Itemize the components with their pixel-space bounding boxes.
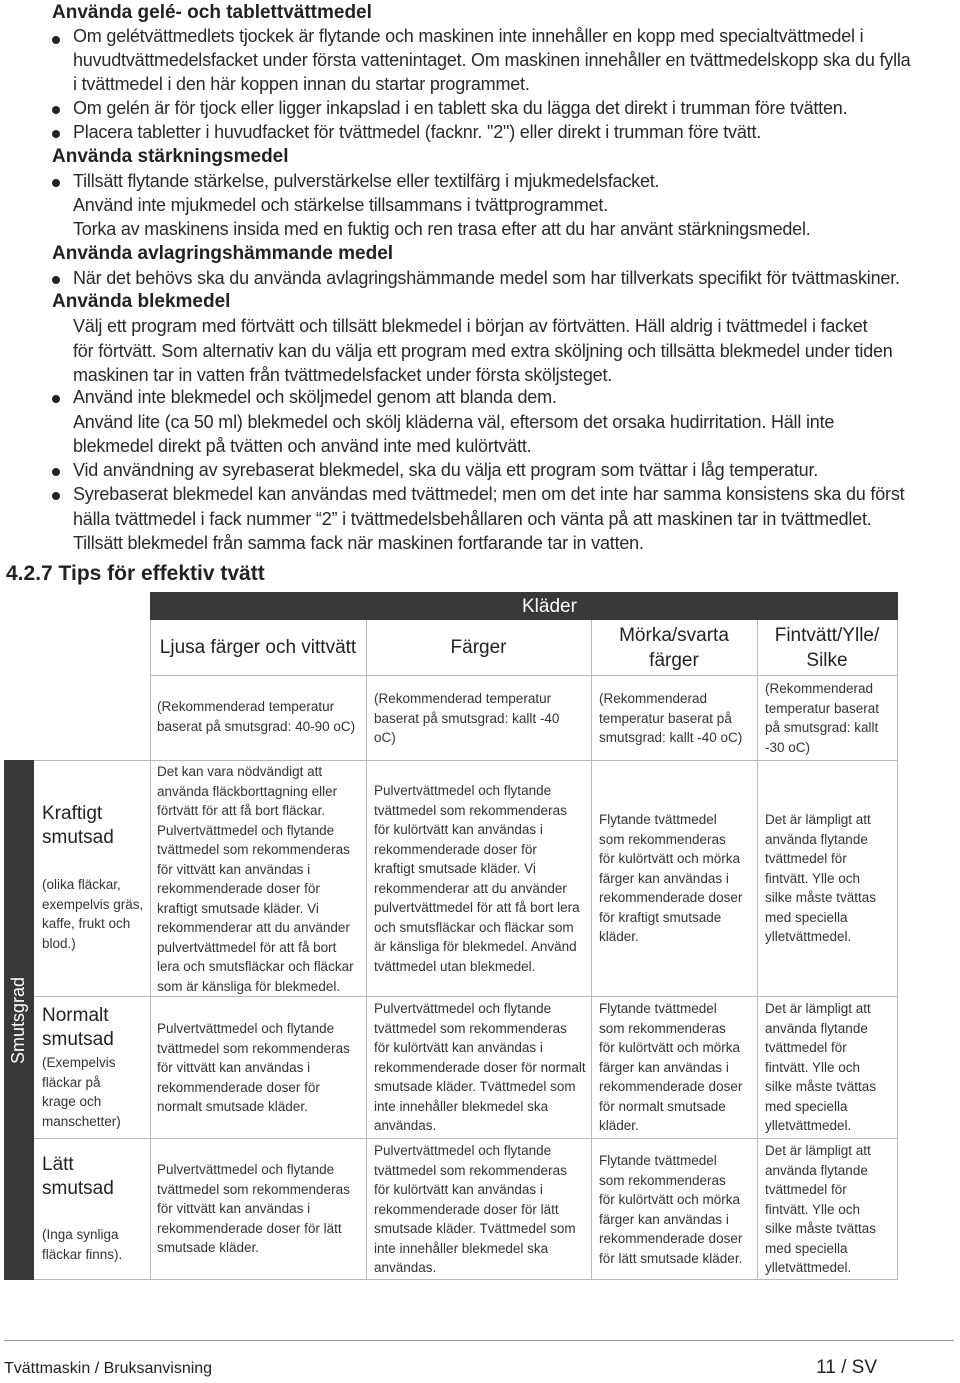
table-cell-text: tvättmedel för: [765, 851, 847, 866]
table-cell-text: använda flytande: [765, 1020, 868, 1036]
text-line: Torka av maskinens insida med en fuktig och ren trasa efter att du har använt stärkningsmedel.: [73, 219, 811, 239]
table-cell-text: Flytande tvättmedel: [599, 1001, 717, 1016]
table-cell-text: tvättmedel som rekommenderas: [374, 802, 567, 818]
text-line: Om gelén är för tjock eller ligger inkapslad i en tablett ska du lägga det direkt i trumman före tvätten.: [73, 98, 848, 118]
bullet-icon: [52, 106, 60, 114]
table-cell-text: rekommenderade doser för: [157, 881, 320, 896]
text-line: Vid användning av syrebaserat blekmedel, ska du välja ett program som tvättar i låg temperatur.: [73, 460, 819, 480]
table-cell-text: silke måste tvättas: [765, 890, 877, 905]
text-line: Tillsätt flytande stärkelse, pulverstärkelse eller textilfärg i mjukmedelsfacket.: [73, 171, 660, 191]
col-header-dark-line2: färger: [649, 650, 699, 671]
table-cell-text: tvättmedel för: [765, 1182, 847, 1197]
row-sublabel: (Inga synliga: [42, 1227, 119, 1242]
section-title: 4.2.7 Tips för effektiv tvätt: [6, 562, 265, 585]
table-cell-text: för kulörtvätt kan användas i: [374, 822, 543, 837]
table-cell-text: med speciella: [765, 909, 848, 925]
row-sublabel: (olika fläckar,: [42, 877, 121, 892]
heading-antiscale: Använda avlagringshämmande medel: [52, 243, 394, 264]
row-label-light: Lätt: [42, 1154, 74, 1175]
table-cell-text: rekommenderade doser: [599, 1079, 743, 1094]
text-line: Använd inte blekmedel och sköljmedel genom att blanda dem.: [73, 387, 557, 407]
column-divider: [757, 620, 758, 1280]
table-cell-text: ylletvättmedel.: [765, 929, 852, 944]
row-sublabel: fläckar på: [42, 1074, 101, 1090]
heading-bleach: Använda blekmedel: [52, 291, 231, 312]
table-cell-text: rekommenderade doser för: [157, 1079, 320, 1095]
footer-title: Tvättmaskin / Bruksanvisning: [4, 1360, 213, 1377]
row-sublabel: blod.): [42, 935, 76, 951]
table-cell-text: smutsade kläder. Tvättmedel som: [374, 1221, 576, 1236]
table-cell-text: med speciella: [765, 1098, 848, 1114]
table-cell-text: rekommenderar att du använder: [374, 880, 567, 896]
table-cell-text: för lätt smutsade kläder.: [599, 1250, 743, 1266]
row-label-heavy: Kraftigt: [42, 803, 103, 824]
table-cell-text: lera och smutsfläckar och fläckar: [157, 959, 354, 974]
table-cell-text: Pulvertvättmedel och flytande: [374, 1143, 552, 1158]
heading-gel: Använda gelé- och tablettvättmedel: [52, 2, 372, 23]
col-header-delicate-line2: Silke: [806, 650, 848, 671]
recommended-temp-text: temperatur baserat: [765, 700, 880, 716]
table-cell-text: som rekommenderas: [599, 1172, 726, 1188]
table-cell-text: för kulörtvätt och mörka: [599, 1192, 741, 1207]
bullet-icon: [52, 468, 60, 476]
table-cell-text: använda fläckborttagning eller: [157, 783, 338, 799]
table-cell-text: tvättmedel utan blekmedel.: [374, 958, 536, 974]
table-cell-text: för normalt smutsade: [599, 1098, 726, 1114]
table-cell-text: fintvätt. Ylle och: [765, 1201, 861, 1217]
table-cell-text: för kraftigt smutsade: [599, 909, 722, 925]
table-cell-text: för kulörtvätt och mörka: [599, 851, 741, 866]
table-cell-text: Flytande tvättmedel: [599, 1153, 717, 1168]
row-sublabel: fläckar finns).: [42, 1246, 123, 1262]
text-line: När det behövs ska du använda avlagringshämmande medel som har tillverkats specifikt för tvättmaskiner.: [73, 268, 900, 288]
page-number: 11 / SV: [816, 1357, 877, 1378]
soil-level-label: Smutsgrad: [8, 976, 29, 1064]
table-cell-text: och smutsfläckar och fläckar som: [374, 919, 574, 935]
heading-starch: Använda stärkningsmedel: [52, 146, 289, 167]
row-label-heavy-line2: smutsad: [42, 827, 114, 848]
table-cell-text: tvättmedel som rekommenderas: [157, 1040, 350, 1056]
bullet-icon: [52, 130, 60, 138]
table-cell-text: kläder.: [599, 1118, 639, 1133]
text-line: hälla tvättmedel i fack nummer “2” i tvättmedelsbehållaren och vänta på att maskinen tar in tvättmedlet.: [73, 509, 872, 529]
table-cell-text: normalt smutsade kläder.: [157, 1099, 308, 1114]
table-cell-text: Pulvertvättmedel och flytande: [157, 822, 335, 838]
table-cell-text: Pulvertvättmedel och flytande: [374, 1001, 552, 1016]
row-sublabel: exempelvis gräs,: [42, 896, 144, 912]
footer-divider: [4, 1340, 954, 1341]
table-cell-text: Det är lämpligt att: [765, 1001, 871, 1016]
recommended-temp-text: (Rekommenderad: [765, 681, 874, 696]
table-cell-text: Det är lämpligt att: [765, 1143, 871, 1158]
bullet-icon: [52, 395, 60, 403]
table-cell-text: pulvertvättmedel för att få bort lera: [374, 900, 580, 915]
recommended-temp-text: (Rekommenderad temperatur: [374, 691, 552, 706]
table-cell-text: tvättmedel som rekommenderas: [374, 1162, 567, 1178]
table-cell-text: använda flytande: [765, 831, 868, 847]
row-divider: [34, 1138, 898, 1139]
table-cell-text: smutsade kläder. Tvättmedel som: [374, 1079, 576, 1094]
table-cell-text: för vittvätt kan användas i: [157, 861, 311, 877]
table-cell-text: rekommenderade doser: [599, 1231, 743, 1246]
table-cell-text: användas.: [374, 1260, 437, 1275]
row-divider: [34, 996, 898, 997]
row-divider: [34, 1279, 898, 1280]
col-header-white: Ljusa färger och vittvätt: [159, 637, 357, 658]
recommended-temp-text: (Rekommenderad temperatur: [157, 699, 335, 714]
text-line: Syrebaserat blekmedel kan användas med tvättmedel; men om det inte har samma konsistens ska du först: [73, 484, 905, 504]
table-cell-text: Det är lämpligt att: [765, 812, 871, 827]
table-cell-text: rekommenderade doser för normalt: [374, 1059, 586, 1075]
text-line: blekmedel direkt på tvätten och använd inte med kulörtvätt.: [73, 436, 532, 456]
col-header-delicate: Fintvätt/Ylle/: [774, 625, 880, 646]
table-cell-text: tvättmedel för: [765, 1040, 847, 1055]
column-divider: [897, 620, 898, 1280]
table-cell-text: ylletvättmedel.: [765, 1260, 852, 1275]
bullet-icon: [52, 276, 60, 284]
table-cell-text: pulvertvättmedel för att få bort: [157, 939, 337, 955]
table-cell-text: ylletvättmedel.: [765, 1118, 852, 1133]
table-cell-text: är känsliga för blekmedel. Använd: [374, 939, 577, 954]
row-sublabel: manschetter): [42, 1113, 121, 1129]
table-cell-text: silke måste tvättas: [765, 1221, 877, 1236]
table-cell-text: förtvätt för att få bort fläckar.: [157, 803, 326, 818]
table-cell-text: använda flytande: [765, 1162, 868, 1178]
row-label-normal-line2: smutsad: [42, 1029, 114, 1050]
column-divider: [366, 620, 367, 1280]
text-line: Om gelétvättmedlets tjockek är flytande och maskinen inte innehåller en kopp med specialtvättmedel i: [73, 26, 864, 46]
table-cell-text: för kulörtvätt kan användas i: [374, 1182, 543, 1197]
table-cell-text: silke måste tvättas: [765, 1079, 877, 1094]
bullet-icon: [52, 179, 60, 187]
text-line: Tillsätt blekmedel från samma fack när maskinen fortfarande tar in vatten.: [73, 533, 644, 553]
table-cell-text: rekommenderar att du använder: [157, 920, 350, 935]
table-cell-text: som rekommenderas: [599, 1020, 726, 1036]
table-cell-text: färger kan användas i: [599, 1211, 729, 1227]
table-cell-text: kraftigt smutsade kläder. Vi: [374, 861, 536, 876]
row-sublabel: kaffe, frukt och: [42, 916, 131, 931]
table-cell-text: Pulvertvättmedel och flytande: [157, 1021, 335, 1036]
recommended-temp-text: baserat på smutsgrad: 40-90 oC): [157, 718, 356, 734]
table-cell-text: Pulvertvättmedel och flytande: [374, 783, 552, 798]
table-cell-text: färger kan användas i: [599, 870, 729, 886]
text-line: maskinen tar in vatten från tvättmedelsfacket under första sköljsteget.: [73, 365, 613, 385]
text-line: Använd lite (ca 50 ml) blekmedel och skölj kläderna väl, eftersom det orsaka hudirritation. Häll inte: [73, 412, 835, 432]
bullet-icon: [52, 492, 60, 500]
col-header-dark: Mörka/svarta: [619, 625, 729, 646]
recommended-temp-text: -30 oC): [765, 739, 811, 755]
clothes-header-label: Kläder: [522, 596, 577, 617]
table-cell-text: för vittvätt kan användas i: [157, 1060, 311, 1075]
recommended-temp-text: temperatur baserat på: [599, 710, 732, 726]
table-cell-text: användas.: [374, 1118, 437, 1133]
bullet-icon: [52, 36, 60, 44]
table-cell-text: som rekommenderas: [599, 831, 726, 847]
row-label-light-line2: smutsad: [42, 1178, 114, 1199]
text-line: huvudtvättmedelsfacket under första vattenintaget. Om maskinen innehåller en tvättmedelskopp ska du fylla: [73, 50, 911, 70]
col-header-colors: Färger: [450, 637, 507, 658]
table-cell-text: för vittvätt kan användas i: [157, 1201, 311, 1216]
text-line: Använd inte mjukmedel och stärkelse tillsammans i tvättprogrammet.: [73, 195, 609, 215]
table-cell-text: tvättmedel som rekommenderas: [157, 842, 350, 857]
table-cell-text: fintvätt. Ylle och: [765, 1059, 861, 1075]
recommended-temp-text: smutsgrad: kallt -40 oC): [599, 730, 743, 745]
row-label-normal: Normalt: [42, 1005, 109, 1026]
text-line: i tvättmedel i den här koppen innan du startar programmet.: [73, 74, 530, 94]
table-cell-text: rekommenderade doser för lätt: [157, 1220, 342, 1236]
table-cell-text: som är känsliga för blekmedel.: [157, 978, 341, 994]
table-cell-text: rekommenderade doser för: [374, 841, 537, 857]
table-cell-text: Flytande tvättmedel: [599, 812, 717, 827]
table-cell-text: färger kan användas i: [599, 1059, 729, 1075]
text-line: Placera tabletter i huvudfacket för tvättmedel (facknr. "2") eller direkt i trumman före tvätt.: [73, 122, 762, 142]
table-cell-text: tvättmedel som rekommenderas: [157, 1181, 350, 1197]
row-sublabel: (Exempelvis: [42, 1055, 116, 1070]
table-cell-text: med speciella: [765, 1240, 848, 1256]
text-line: för förtvätt. Som alternativ kan du välja ett program med extra sköljning och tillsätta blekmedel under tiden: [73, 341, 893, 361]
table-cell-text: kraftigt smutsade kläder. Vi: [157, 900, 319, 916]
table-cell-text: Pulvertvättmedel och flytande: [157, 1162, 335, 1177]
row-divider: [150, 675, 898, 676]
table-cell-text: för kulörtvätt och mörka: [599, 1040, 741, 1055]
table-cell-text: Det kan vara nödvändigt att: [157, 764, 323, 779]
row-sublabel: krage och: [42, 1094, 102, 1109]
table-cell-text: kläder.: [599, 929, 639, 944]
recommended-temp-text: (Rekommenderad: [599, 691, 708, 706]
table-cell-text: rekommenderade doser: [599, 890, 743, 905]
recommended-temp-text: baserat på smutsgrad: kallt -40: [374, 710, 560, 726]
table-cell-text: inte innehåller blekmedel ska: [374, 1240, 549, 1256]
table-cell-text: för kulörtvätt kan användas i: [374, 1040, 543, 1055]
table-cell-text: smutsade kläder.: [157, 1240, 260, 1255]
column-divider: [591, 620, 592, 1280]
recommended-temp-text: på smutsgrad: kallt: [765, 720, 879, 735]
text-line: Välj ett program med förtvätt och tillsätt blekmedel i början av förtvätten. Häll aldrig i tvättmedel i facket: [73, 316, 868, 336]
table-cell-text: inte innehåller blekmedel ska: [374, 1098, 549, 1114]
table-cell-text: tvättmedel som rekommenderas: [374, 1020, 567, 1036]
recommended-temp-text: oC): [374, 730, 396, 745]
column-divider: [150, 620, 151, 1280]
table-cell-text: rekommenderade doser för lätt: [374, 1201, 559, 1217]
table-cell-text: fintvätt. Ylle och: [765, 870, 861, 886]
row-divider: [34, 760, 898, 761]
